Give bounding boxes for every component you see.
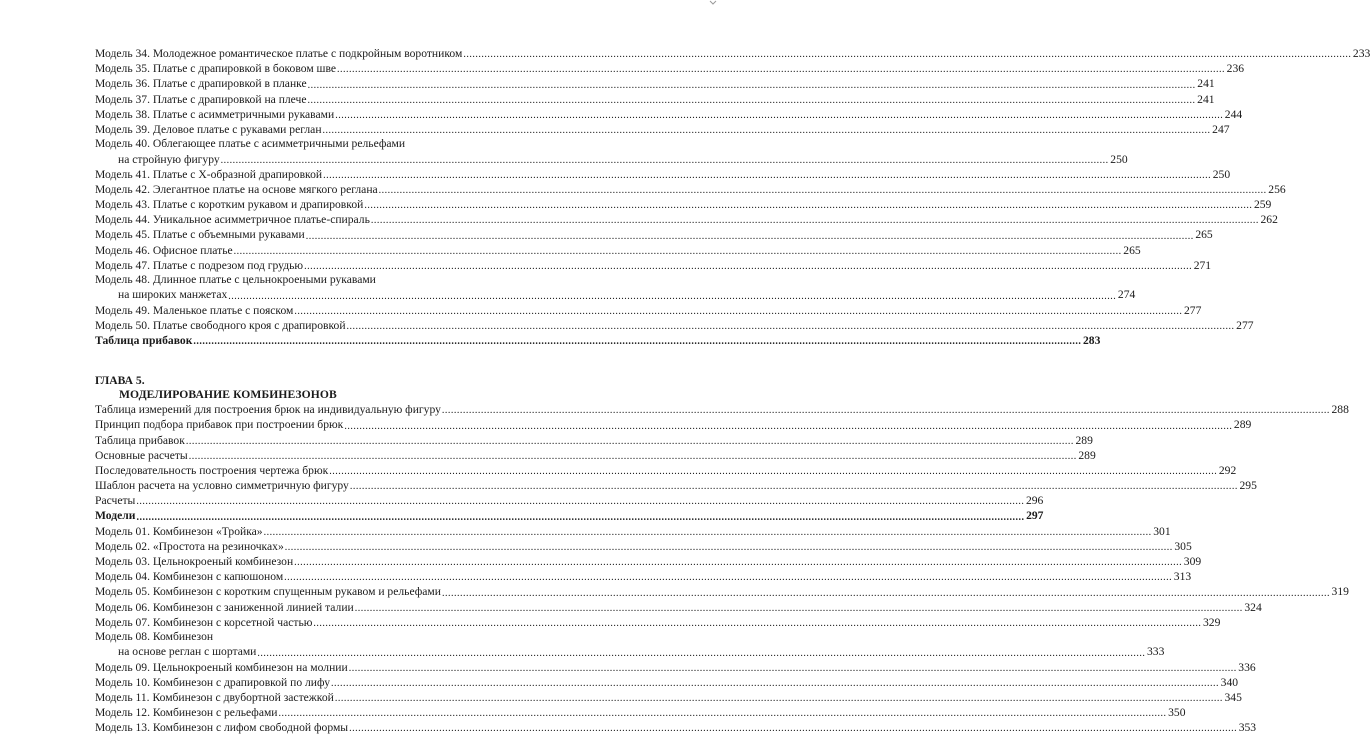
toc-entry-page: 305 (1174, 539, 1192, 553)
toc-entry-title: Модель 46. Офисное платье (95, 243, 233, 257)
toc-entry-title: Модель 42. Элегантное платье на основе мягкого реглана (95, 182, 378, 196)
toc-entry-title: Таблица измерений для построения брюк на индивидуальную фигуру (95, 403, 441, 417)
toc-leader-dots (294, 305, 1182, 318)
toc-entry (95, 167, 1231, 182)
toc-entry (95, 137, 599, 151)
toc-leader-dots (186, 435, 1074, 448)
toc-leader-dots (279, 707, 1167, 720)
toc-entry-page: 319 (1331, 585, 1349, 599)
toc-entry-title: Модель 11. Комбинезон с двубортной застежкой (95, 690, 334, 704)
toc-leader-dots (442, 404, 1330, 417)
toc-entry (95, 508, 1044, 523)
toc-entry-title: Модель 38. Платье с асимметричными рукавами (95, 107, 335, 121)
toc-entry (95, 539, 1192, 554)
toc-entry (95, 720, 1257, 735)
toc-entry (95, 675, 1239, 690)
toc-leader-dots (347, 320, 1235, 333)
toc-entry-title: Модель 08. Комбинезон (95, 630, 214, 644)
toc-entry (95, 584, 1349, 599)
toc-entry (95, 478, 1257, 493)
toc-entry-title: Модель 43. Платье с коротким рукавом и драпировкой (95, 198, 364, 212)
toc-leader-dots (364, 199, 1252, 212)
toc-entry (95, 417, 1252, 432)
toc-entry (95, 448, 1096, 463)
toc-leader-dots (355, 602, 1243, 615)
toc-entry-title: Модель 01. Комбинезон «Тройка» (95, 524, 263, 538)
toc-entry-page: 289 (1233, 418, 1252, 432)
toc-entry-page: 301 (1153, 524, 1171, 538)
toc-leader-dots (331, 677, 1219, 690)
toc-entry-title: Модель 04. Комбинезон с капюшоном (95, 570, 284, 584)
toc-leader-dots (371, 214, 1259, 227)
toc-entry (95, 92, 1215, 107)
toc-entry-title: Модель 13. Комбинезон с лифом свободной формы (95, 721, 349, 735)
toc-entry-page: 336 (1238, 660, 1256, 674)
toc-entry-title: Модель 03. Цельнокроеный комбинезон (95, 555, 294, 569)
toc-entry-title: на широких манжетах (118, 288, 228, 302)
toc-entry (95, 107, 1243, 122)
toc-entry-title: Модель 44. Уникальное асимметричное платье-спираль (95, 213, 370, 227)
toc-leader-dots (189, 450, 1077, 463)
toc-leader-dots (294, 556, 1182, 569)
toc-entry-page: 353 (1238, 721, 1257, 735)
toc-entry (95, 122, 1230, 137)
toc-entry (95, 258, 1212, 273)
toc-entry-title: Модель 36. Платье с драпировкой в планке (95, 77, 307, 91)
toc-entry-title: Модель 45. Платье с объемными рукавами (95, 228, 305, 242)
toc-entry-page: 277 (1184, 303, 1202, 317)
toc-leader-dots (257, 647, 1145, 660)
toc-leader-dots (308, 79, 1196, 92)
toc-entry-title: на основе реглан с шортами (118, 645, 257, 659)
toc-entry-page: 244 (1224, 107, 1243, 121)
toc-entry (95, 318, 1254, 333)
toc-entry-title: Модель 06. Комбинезон с заниженной линией талии (95, 600, 354, 614)
toc-entry (95, 227, 1213, 242)
toc-entry-page: 259 (1253, 198, 1272, 212)
toc-entry-title: Таблица прибавок (95, 333, 193, 347)
toc-entry (95, 273, 599, 287)
toc-leader-dots (285, 541, 1173, 554)
toc-entry-title: Модель 05. Комбинезон с коротким спущенным рукавом и рельефами (95, 585, 441, 599)
toc-entry-title: Последовательность построения чертежа брюк (95, 463, 329, 477)
toc-entry-title: Модель 35. Платье с драпировкой в боковом шве (95, 62, 337, 76)
toc-entry-page: 292 (1218, 463, 1237, 477)
toc-leader-dots (337, 63, 1225, 76)
toc-leader-dots (329, 465, 1217, 478)
chapter-label: ГЛАВА 5. (95, 374, 145, 388)
toc-leader-dots (323, 169, 1211, 182)
toc-entry-title: Модель 40. Облегающее платье с асимметричными рельефами (95, 137, 406, 151)
toc-entry (95, 554, 1202, 569)
toc-entry-title: Принцип подбора прибавок при построении брюк (95, 418, 344, 432)
toc-entry (95, 433, 1093, 448)
toc-entry (95, 46, 1370, 61)
toc-entry-page: 265 (1195, 228, 1213, 242)
toc-entry-page: 233 (1352, 46, 1370, 60)
toc-leader-dots (349, 662, 1237, 675)
toc-entry (95, 660, 1256, 675)
toc-entry (95, 287, 1136, 302)
toc-entry-title: Основные расчеты (95, 448, 188, 462)
toc-entry-title: на стройную фигуру (118, 152, 220, 166)
toc-leader-dots (234, 245, 1122, 258)
toc-leader-dots (379, 184, 1267, 197)
toc-entry-page: 289 (1075, 433, 1093, 447)
toc-entry-page: 350 (1168, 706, 1186, 720)
toc-entry-page: 309 (1183, 555, 1202, 569)
toc-leader-dots (193, 335, 1081, 348)
toc-entry-page: 289 (1078, 448, 1096, 462)
toc-entry-title: Расчеты (95, 494, 136, 508)
toc-entry (95, 152, 1128, 167)
toc-leader-dots (344, 420, 1232, 433)
toc-entry-title: Модель 39. Деловое платье с рукавами реглан (95, 122, 322, 136)
toc-entry-title: Модель 49. Маленькое платье с пояском (95, 303, 294, 317)
toc-entry (95, 690, 1242, 705)
toc-entry-page: 250 (1110, 152, 1128, 166)
toc-entry-page: 329 (1203, 615, 1221, 629)
toc-leader-dots (323, 124, 1211, 137)
toc-entry-title: Модель 07. Комбинезон с корсетной частью (95, 615, 313, 629)
toc-leader-dots (313, 617, 1201, 630)
toc-section-dresses (95, 46, 1370, 348)
toc-entry-page: 333 (1147, 645, 1165, 659)
toc-entry-title: Шаблон расчета на условно симметричную фигуру (95, 479, 349, 493)
toc-entry (95, 243, 1141, 258)
toc-entry-title: Модель 41. Платье с Х-образной драпировкой (95, 167, 323, 181)
toc-entry-title: Модель 48. Длинное платье с цельнокроеными рукавами (95, 273, 376, 287)
toc-entry-page: 256 (1268, 182, 1286, 196)
toc-entry (95, 402, 1349, 417)
toc-leader-dots (221, 154, 1109, 167)
toc-entry (95, 61, 1245, 76)
toc-leader-dots (335, 109, 1223, 122)
toc-entry-page: 324 (1244, 600, 1262, 614)
toc-entry-title: Модель 37. Платье с драпировкой на плече (95, 92, 307, 106)
toc-entry (95, 303, 1202, 318)
toc-entry (95, 76, 1215, 91)
toc-entry-page: 313 (1173, 570, 1192, 584)
chapter-title: МОДЕЛИРОВАНИЕ КОМБИНЕЗОНОВ (119, 388, 337, 402)
toc-entry-page: 296 (1025, 494, 1044, 508)
toc-leader-dots (304, 260, 1192, 273)
toc-entry-page: 283 (1082, 333, 1101, 347)
toc-entry (95, 630, 599, 644)
toc-entry (95, 705, 1186, 720)
toc-entry-page: 277 (1236, 318, 1254, 332)
toc-entry-title: Модели (95, 509, 136, 523)
toc-entry-page: 297 (1026, 509, 1044, 523)
toc-entry-page: 265 (1123, 243, 1141, 257)
toc-entry-page: 340 (1220, 675, 1239, 689)
toc-entry (95, 493, 1044, 508)
toc-leader-dots (306, 230, 1194, 243)
toc-entry (95, 212, 1278, 227)
toc-leader-dots (264, 526, 1152, 539)
toc-entry-page: 274 (1117, 288, 1136, 302)
toc-entry-title: Модель 10. Комбинезон с драпировкой по лифу (95, 675, 331, 689)
toc-entry-page: 236 (1226, 62, 1245, 76)
toc-entry-page: 271 (1193, 258, 1212, 272)
toc-entry-page: 295 (1239, 479, 1257, 493)
toc-entry-title: Модель 09. Цельнокроеный комбинезон на молнии (95, 660, 348, 674)
toc-entry (95, 182, 1286, 197)
toc-leader-dots (463, 48, 1351, 61)
toc-entry (95, 600, 1262, 615)
toc-entry (95, 463, 1237, 478)
toc-entry-title: Таблица прибавок (95, 433, 185, 447)
toc-leader-dots (442, 587, 1330, 600)
toc-entry-page: 262 (1260, 213, 1278, 227)
toc-entry-page: 241 (1197, 92, 1215, 106)
toc-entry-page: 345 (1224, 690, 1242, 704)
toc-entry (95, 524, 1171, 539)
toc-entry (95, 569, 1192, 584)
toc-entry-title: Модель 47. Платье с подрезом под грудью (95, 258, 304, 272)
toc-page (95, 46, 1370, 735)
toc-section-jumpsuits (95, 402, 1349, 735)
toc-entry-title: Модель 02. «Простота на резиночках» (95, 539, 284, 553)
toc-entry-page: 247 (1212, 122, 1230, 136)
toc-entry-page: 241 (1197, 77, 1215, 91)
toc-leader-dots (136, 511, 1024, 524)
toc-entry (95, 615, 1221, 630)
toc-entry-title: Модель 12. Комбинезон с рельефами (95, 706, 278, 720)
toc-entry-title: Модель 34. Молодежное романтическое платье с подкройным воротником (95, 46, 463, 60)
toc-leader-dots (284, 571, 1172, 584)
toc-entry (95, 197, 1272, 212)
toc-leader-dots (136, 495, 1024, 508)
toc-entry-title: Модель 50. Платье свободного кроя с драпировкой (95, 318, 346, 332)
toc-entry (95, 644, 1165, 659)
toc-entry-page: 288 (1331, 403, 1349, 417)
toc-entry-page: 250 (1212, 167, 1231, 181)
page-corner-mark (708, 0, 718, 6)
toc-leader-dots (349, 722, 1237, 735)
toc-leader-dots (350, 480, 1238, 493)
toc-entry (95, 333, 1101, 348)
toc-leader-dots (335, 692, 1223, 705)
toc-leader-dots (228, 290, 1116, 303)
toc-leader-dots (308, 94, 1196, 107)
